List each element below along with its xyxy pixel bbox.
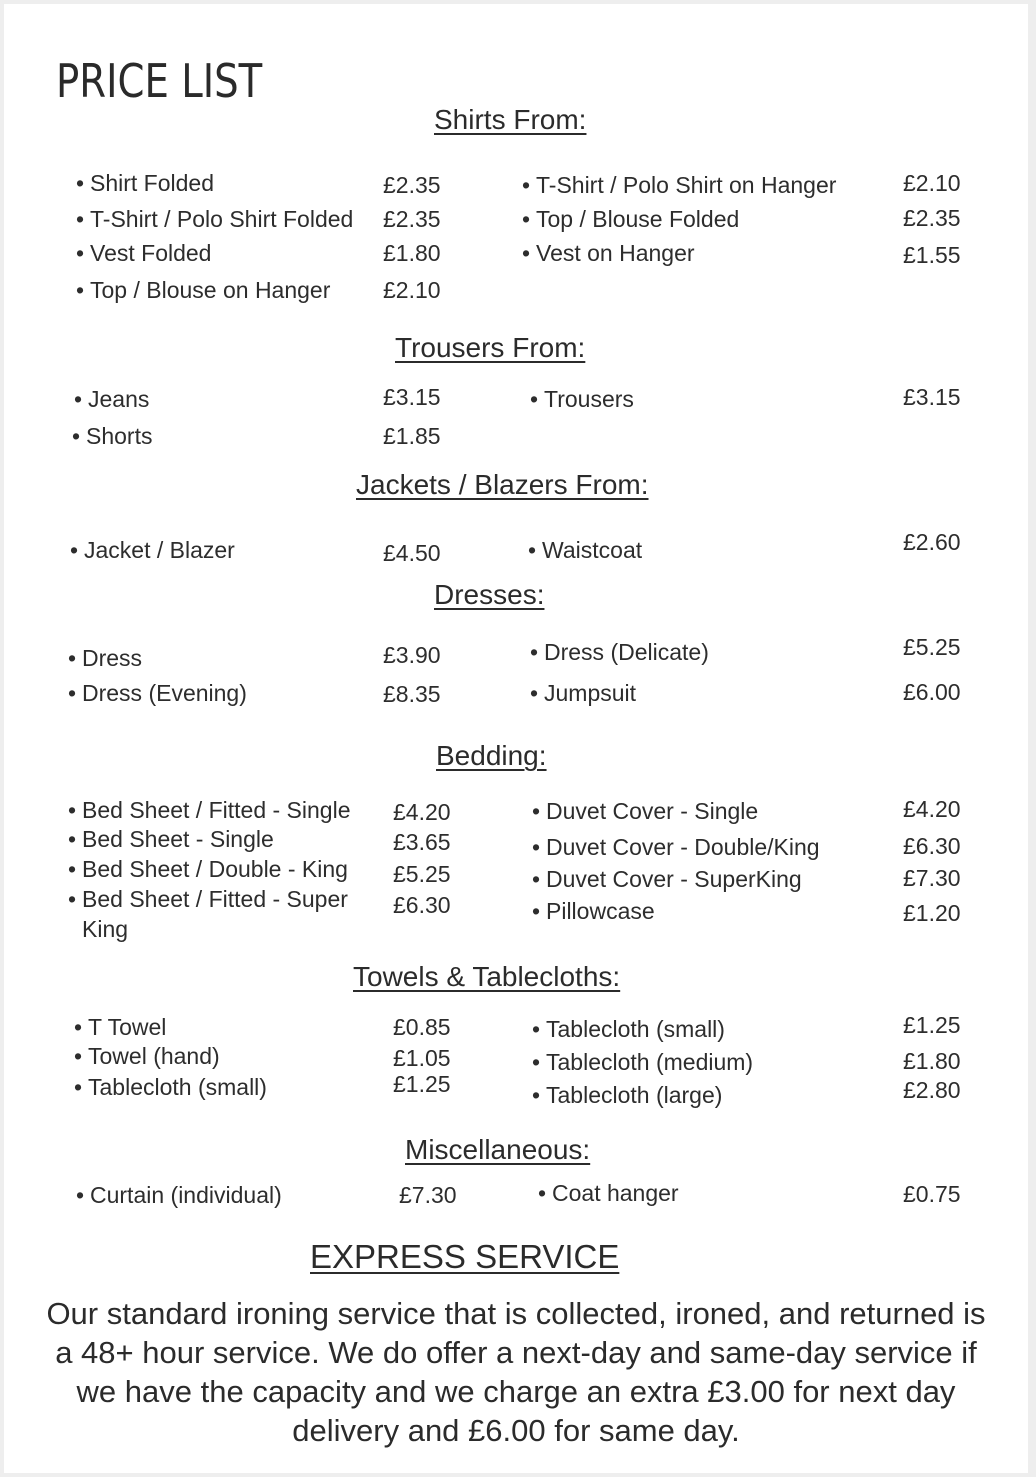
list-item: • Duvet Cover - Single	[532, 798, 759, 824]
item-price: £8.35	[383, 681, 441, 707]
list-item: • Top / Blouse on Hanger	[76, 277, 331, 303]
heading-dresses: Dresses:	[434, 579, 545, 610]
item-price: £2.10	[903, 170, 961, 196]
item-price: £3.15	[903, 384, 961, 410]
item-price: £2.10	[383, 277, 441, 303]
list-item: • Pillowcase	[532, 898, 655, 924]
item-price: £5.25	[393, 861, 451, 887]
item-price: £2.80	[903, 1077, 961, 1103]
list-item: • Tablecloth (small)	[74, 1074, 267, 1100]
list-item: • Tablecloth (medium)	[532, 1049, 754, 1075]
list-item: • Duvet Cover - SuperKing	[532, 866, 802, 892]
item-price: £1.25	[903, 1012, 961, 1038]
list-item: • Vest Folded	[76, 240, 212, 266]
item-price: £1.20	[903, 900, 961, 926]
list-item: • T Towel	[74, 1014, 167, 1040]
list-item: • Coat hanger	[538, 1180, 679, 1206]
list-item: • Shirt Folded	[76, 170, 215, 196]
list-item: • Shorts	[72, 423, 153, 449]
item-price: £1.80	[903, 1048, 961, 1074]
heading-towels: Towels & Tablecloths:	[353, 961, 621, 992]
item-price: £7.30	[399, 1182, 457, 1208]
heading-jackets: Jackets / Blazers From:	[356, 469, 649, 500]
item-price: £2.35	[383, 206, 441, 232]
list-item: • Bed Sheet - Single	[68, 826, 274, 852]
list-item: • Curtain (individual)	[76, 1182, 282, 1208]
item-price: £3.15	[383, 384, 441, 410]
list-item: • Duvet Cover - Double/King	[532, 834, 820, 860]
list-item: • Trousers	[530, 386, 634, 412]
heading-bedding: Bedding:	[436, 740, 547, 771]
item-price: £6.00	[903, 679, 961, 705]
list-item: • Towel (hand)	[74, 1043, 220, 1069]
list-item: • Bed Sheet / Double - King	[68, 856, 348, 882]
heading-trousers: Trousers From:	[395, 332, 586, 363]
page-title: PRICE LIST	[56, 54, 263, 108]
heading-shirts: Shirts From:	[434, 104, 587, 135]
list-item: • Jeans	[74, 386, 150, 412]
list-item: • Jumpsuit	[530, 680, 637, 706]
item-price: £0.75	[903, 1181, 961, 1207]
item-price: £2.35	[903, 205, 961, 231]
list-item: • Jacket / Blazer	[70, 537, 235, 563]
item-price: £6.30	[393, 892, 451, 918]
list-item: • Waistcoat	[528, 537, 643, 563]
list-item: • Bed Sheet / Fitted - Single	[68, 797, 351, 823]
list-item: • Dress	[68, 645, 143, 671]
item-price: £2.35	[383, 172, 441, 198]
item-price: £0.85	[393, 1014, 451, 1040]
list-item: • Top / Blouse Folded	[522, 206, 740, 232]
item-price: £1.80	[383, 240, 441, 266]
list-item: • Vest on Hanger	[522, 240, 695, 266]
heading-misc: Miscellaneous:	[405, 1134, 591, 1165]
list-item: • Dress (Evening)	[68, 680, 247, 706]
list-item: • T-Shirt / Polo Shirt on Hanger	[522, 172, 837, 198]
item-price: £5.25	[903, 634, 961, 660]
list-item: • Tablecloth (small)	[532, 1016, 725, 1042]
item-price: £3.65	[393, 829, 451, 855]
item-price: £3.90	[383, 642, 441, 668]
item-price: £1.25	[393, 1071, 451, 1097]
list-item: • T-Shirt / Polo Shirt Folded	[76, 206, 354, 232]
item-price: £2.60	[903, 529, 961, 555]
item-price: £7.30	[903, 865, 961, 891]
item-price: £4.20	[903, 796, 961, 822]
list-item: • Bed Sheet / Fitted - Super King	[68, 886, 348, 942]
express-service-description: Our standard ironing service that is collected, ironed, and returned is a 48+ hour service. We do offer a next-day and same-day service if we have the capacity and we charge an extra £3.00 for next day delivery and £6.00 for same day.	[46, 1296, 986, 1448]
price-list-page	[4, 4, 1028, 1473]
item-price: £1.55	[903, 242, 961, 268]
item-price: £1.85	[383, 423, 441, 449]
express-service-heading: EXPRESS SERVICE	[310, 1238, 620, 1275]
item-price: £4.20	[393, 799, 451, 825]
list-item: • Dress (Delicate)	[530, 639, 709, 665]
item-price: £6.30	[903, 833, 961, 859]
item-price: £4.50	[383, 540, 441, 566]
list-item: • Tablecloth (large)	[532, 1082, 723, 1108]
item-price: £1.05	[393, 1045, 451, 1071]
